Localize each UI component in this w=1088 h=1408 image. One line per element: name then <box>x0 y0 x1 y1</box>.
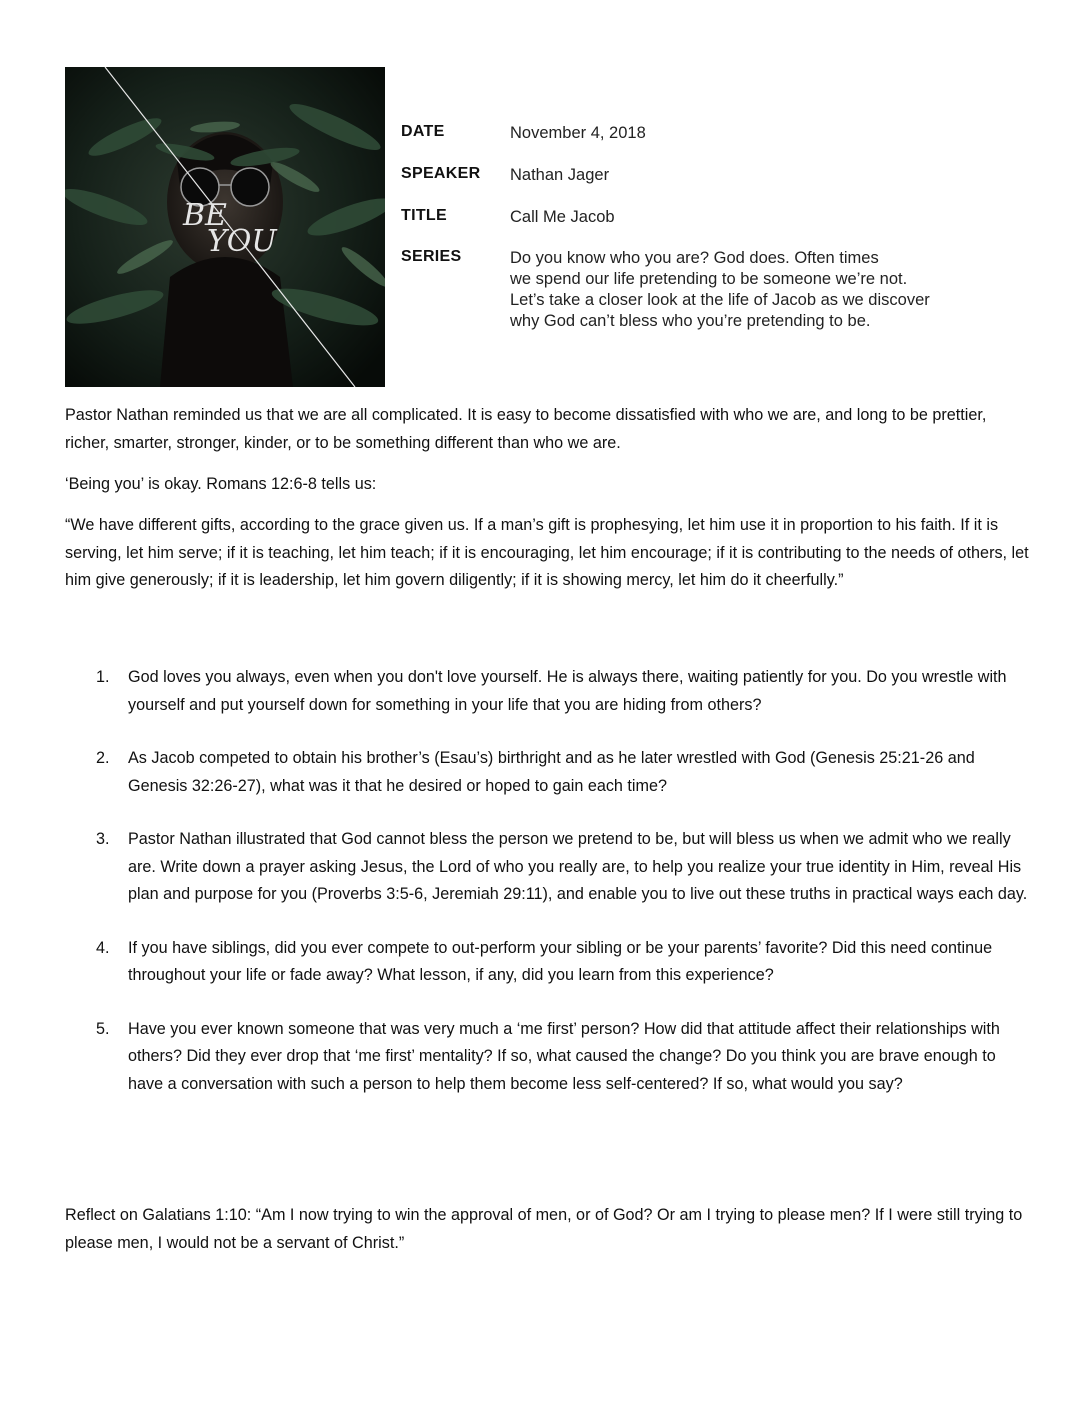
scripture-intro: ‘Being you’ is okay. Romans 12:6-8 tells us: <box>65 475 377 493</box>
title-label: TITLE <box>401 207 447 224</box>
question-text: Pastor Nathan illustrated that God cannot bless the person we pretend to be, but will bless us when we admit who we really are. Write down a prayer asking Jesus, the Lord of who you really are, to help you realize your true identity in Him, reveal His plan and purpose for you (Proverbs 3:5-6, Jeremiah 29:11), and enable you to live out these truths in practical ways each day. <box>128 830 1028 903</box>
series-line: Let’s take a closer look at the life of Jacob as we discover <box>510 291 930 309</box>
sermon-series-artwork <box>65 67 385 387</box>
cover-illustration <box>65 67 385 387</box>
discussion-questions <box>65 664 1030 1098</box>
question-number: 2. <box>96 749 110 767</box>
cover-text-be: BE <box>183 198 227 233</box>
series-line: we spend our life pretending to be someone we’re not. <box>510 270 908 288</box>
date-label: DATE <box>401 123 445 140</box>
title-value: Call Me Jacob <box>510 208 615 226</box>
series-row <box>401 248 1040 332</box>
scripture-quote: “We have different gifts, according to the grace given us. If a man’s gift is prophesying, let him use it in proportion to his faith. If it is serving, let him serve; if it is teaching, let him teach; if it is encouraging, let him encourage; if it is contributing to the needs of others, let him give generously; if it is leadership, let him govern diligently; if it is showing mercy, let him do it cheerfully.” <box>65 516 1029 589</box>
speaker-row <box>401 165 609 186</box>
series-description <box>510 248 1040 332</box>
question-item <box>65 1016 1030 1099</box>
question-item <box>65 826 1030 909</box>
speaker-value: Nathan Jager <box>510 166 610 184</box>
question-item <box>65 745 1030 800</box>
series-line: Do you know who you are? God does. Often times <box>510 249 879 267</box>
series-label: SERIES <box>401 248 462 265</box>
speaker-label: SPEAKER <box>401 165 481 182</box>
intro-paragraph: Pastor Nathan reminded us that we are all complicated. It is easy to become dissatisfied with who we are, and long to be prettier, richer, smarter, stronger, kinder, or to be something different than who we are. <box>65 406 987 452</box>
question-text: As Jacob competed to obtain his brother’s (Esau’s) birthright and as he later wrestled with God (Genesis 25:21-26 and Genesis 32:26-27), what was it that he desired or hoped to gain each time? <box>128 749 975 795</box>
question-number: 5. <box>96 1019 110 1038</box>
question-number: 1. <box>96 668 110 686</box>
date-value: November 4, 2018 <box>510 124 646 142</box>
question-number: 4. <box>96 938 110 957</box>
question-text: Have you ever known someone that was very much a ‘me first’ person? How did that attitude affect their relationships with others? Did they ever drop that ‘me first’ mentality? If so, what caused the change? Do you think you are brave enough to have a conversation with such a person to help them become less self-centered? If so, what would you say? <box>128 1019 1000 1093</box>
cover-text-you: YOU <box>207 224 277 259</box>
question-text: If you have siblings, did you ever compete to out-perform your sibling or be your parents’ favorite? Did this need continue throughout your life or fade away? What lesson, if any, did you learn from this experience? <box>128 938 993 984</box>
title-row <box>401 207 615 228</box>
date-row <box>401 123 646 144</box>
question-item <box>65 935 1030 990</box>
reflection-paragraph: Reflect on Galatians 1:10: “Am I now trying to win the approval of men, or of God? Or am I trying to please men? If I were still trying to please men, I would not be a servant of Christ.” <box>65 1206 1023 1252</box>
question-number: 3. <box>96 830 110 848</box>
question-item <box>65 664 1030 719</box>
question-text: God loves you always, even when you don't love yourself. He is always there, waiting patiently for you. Do you wrestle with yourself and put yourself down for something in your life that you are hiding from others? <box>128 668 1007 714</box>
series-line: why God can’t bless who you’re pretending to be. <box>510 312 871 330</box>
